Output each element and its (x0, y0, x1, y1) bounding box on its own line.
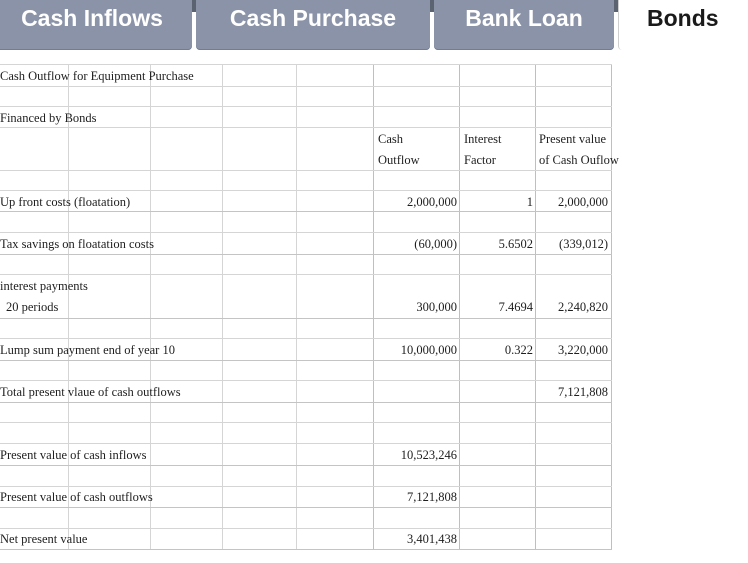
grid-line (0, 486, 612, 487)
tax-cash[interactable]: (60,000) (414, 237, 457, 251)
header-interest-factor[interactable]: Factor (464, 153, 496, 167)
grid-line (0, 211, 612, 212)
grid-line (222, 64, 223, 550)
tab-label: Bonds (647, 5, 719, 31)
grid-line (0, 170, 612, 171)
upfront-pv[interactable]: 2,000,000 (558, 195, 608, 209)
row-label-tax[interactable]: Tax savings on floatation costs (0, 237, 154, 251)
grid-line (0, 549, 612, 550)
interest-pv[interactable]: 2,240,820 (558, 300, 608, 314)
row-label-upfront[interactable]: Up front costs (floatation) (0, 195, 131, 209)
interest-factor[interactable]: 7.4694 (498, 300, 533, 314)
lump-factor[interactable]: 0.322 (504, 343, 533, 357)
grid-line (535, 64, 536, 550)
grid-line (611, 64, 612, 550)
header-cash-outflow[interactable]: Outflow (378, 153, 420, 167)
npv-value[interactable]: 3,401,438 (407, 532, 457, 546)
header-present-value[interactable]: of Cash Ouflow (539, 153, 619, 167)
sheet-title[interactable]: Cash Outflow for Equipment Purchase (0, 69, 194, 83)
tab-label: Bank Loan (465, 5, 583, 31)
grid-line (0, 127, 612, 128)
row-label-npv[interactable]: Net present value (0, 532, 88, 546)
grid-line (68, 64, 69, 550)
header-cash-outflow[interactable]: Cash (378, 132, 403, 146)
tax-factor[interactable]: 5.6502 (498, 237, 533, 251)
row-label-interest[interactable]: interest payments (0, 279, 88, 293)
grid-line (296, 64, 297, 550)
grid-line (0, 402, 612, 403)
grid-line (0, 64, 612, 65)
grid-line (0, 232, 612, 233)
grid-line (0, 507, 612, 508)
pv-outflows-value[interactable]: 7,121,808 (407, 490, 457, 504)
grid-line (0, 254, 612, 255)
sheet-subtitle[interactable]: Financed by Bonds (0, 111, 97, 125)
grid-line (0, 380, 612, 381)
grid-line (0, 443, 612, 444)
upfront-factor[interactable]: 1 (526, 195, 533, 209)
tab-label: Cash Purchase (229, 5, 397, 31)
grid-line (0, 528, 612, 529)
grid-line (0, 338, 612, 339)
lump-cash[interactable]: 10,000,000 (400, 343, 457, 357)
tab-label: Cash Inflows (21, 5, 163, 31)
row-label-interest-periods[interactable]: 20 periods (6, 300, 59, 314)
row-label-total[interactable]: Total present vlaue of cash outflows (0, 385, 181, 399)
grid-line (0, 360, 612, 361)
pv-inflows-value[interactable]: 10,523,246 (400, 448, 457, 462)
grid-line (373, 64, 374, 550)
total-pv[interactable]: 7,121,808 (558, 385, 608, 399)
grid-line (150, 64, 151, 550)
interest-cash[interactable]: 300,000 (416, 300, 457, 314)
grid-line (0, 274, 612, 275)
tax-pv[interactable]: (339,012) (559, 237, 608, 251)
header-present-value[interactable]: Present value (539, 132, 606, 146)
header-interest-factor[interactable]: Interest (464, 132, 502, 146)
lump-pv[interactable]: 3,220,000 (558, 343, 608, 357)
grid-line (0, 318, 612, 319)
grid-line (0, 465, 612, 466)
row-label-lump[interactable]: Lump sum payment end of year 10 (0, 343, 175, 357)
grid-line (0, 422, 612, 423)
row-label-pv-inflows[interactable]: Present value of cash inflows (0, 448, 147, 462)
grid-line (0, 86, 612, 87)
grid-line (0, 106, 612, 107)
grid-line (0, 190, 612, 191)
grid-line (459, 64, 460, 550)
upfront-cash[interactable]: 2,000,000 (407, 195, 457, 209)
row-label-pv-outflows[interactable]: Present value of cash outflows (0, 490, 153, 504)
